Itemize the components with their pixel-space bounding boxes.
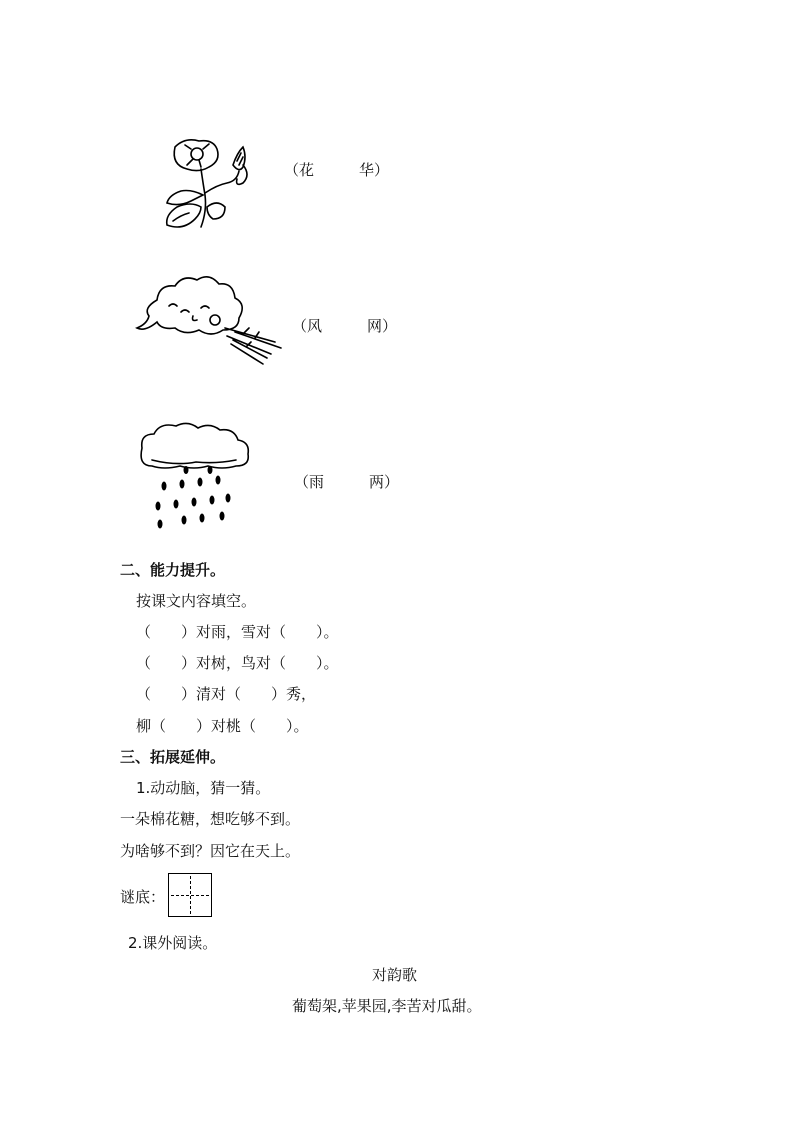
choice-option-a: 花 [299,161,315,179]
choice-option-b: 华 [359,161,375,179]
answer-label: 谜底： [120,888,166,906]
paren-close: ） [384,473,400,491]
paren-close: ） [382,317,398,335]
choice-row-3 [294,472,399,492]
paren-open: （ [284,161,300,179]
section2-heading: 二、能力提升。 [120,561,226,579]
fill-line-4: 柳（ ）对桃（ ）。 [136,717,309,735]
fill-line-2: （ ）对树，鸟对（ ）。 [136,654,339,672]
choice-option-a: 雨 [309,473,325,491]
paren-close: ） [374,161,390,179]
paren-open: （ [292,317,308,335]
fill-line-3: （ ）清对（ ）秀， [136,685,317,703]
paren-open: （ [294,473,310,491]
fill-line-1: （ ）对雨，雪对（ ）。 [136,623,339,641]
choice-row-2 [292,316,397,336]
riddle-line-2: 为啥够不到？因它在天上。 [120,842,301,860]
poem-line: 葡萄架,苹果园,李苦对瓜甜。 [292,997,482,1015]
answer-grid-box[interactable] [168,873,212,917]
choice-row-1 [284,160,389,180]
choice-option-b: 网 [367,317,383,335]
choice-option-b: 两 [369,473,385,491]
section2-instruction: 按课文内容填空。 [136,592,257,610]
choice-option-a: 风 [307,317,323,335]
riddle-line-1: 一朵棉花糖，想吃够不到。 [120,810,301,828]
question-2: 2.课外阅读。 [128,934,218,952]
section3-heading: 三、拓展延伸。 [120,748,226,766]
wind-cloud-picture [135,272,285,367]
question-1: 1.动动脑，猜一猜。 [136,779,271,797]
flower-picture [155,135,255,233]
rain-cloud-picture [136,420,254,540]
poem-title: 对韵歌 [372,966,418,984]
